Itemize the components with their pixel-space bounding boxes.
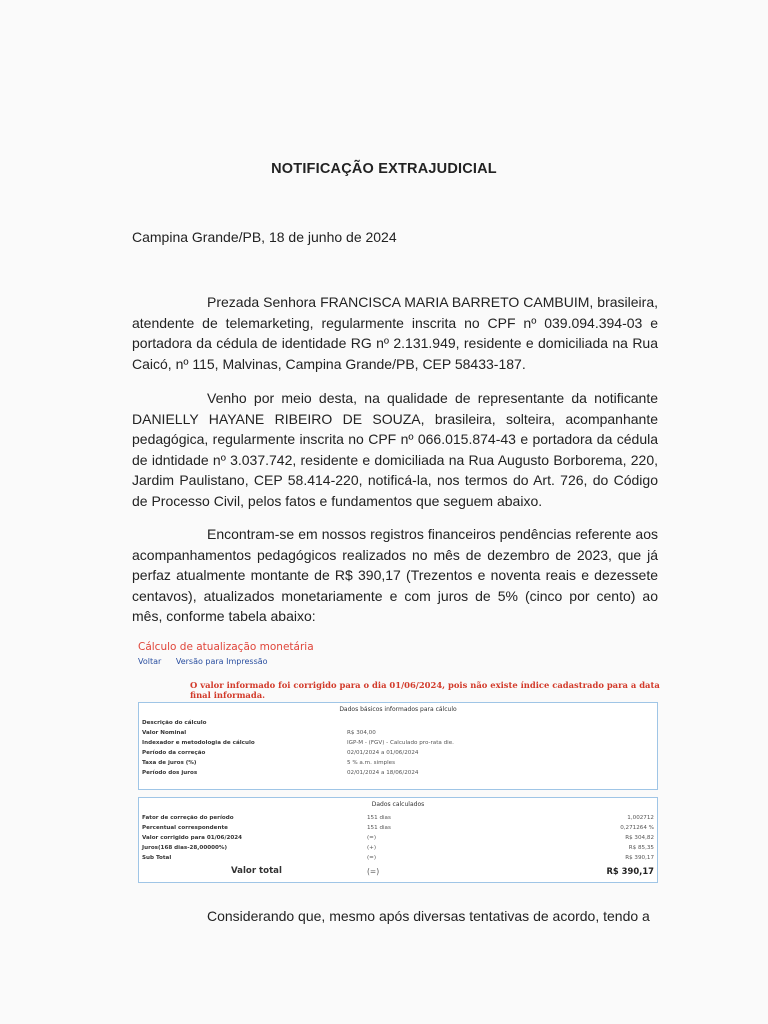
basic-data-table bbox=[138, 702, 658, 790]
total-row bbox=[139, 864, 657, 878]
paragraph-text: Considerando que, mesmo após diversas tentativas de acordo, tendo a bbox=[207, 908, 650, 924]
row-amount: R$ 304,82 bbox=[625, 835, 654, 841]
row-value: 5 % a.m. simples bbox=[347, 760, 396, 766]
table-row bbox=[139, 759, 657, 769]
table-row bbox=[139, 769, 657, 779]
calc-title: Cálculo de atualização monetária bbox=[138, 641, 314, 653]
row-operator: (+) bbox=[367, 845, 377, 851]
row-amount: 1,002712 bbox=[627, 815, 654, 821]
row-label: Descrição do cálculo bbox=[142, 720, 207, 726]
paragraph-representation bbox=[132, 388, 658, 512]
table-row bbox=[139, 719, 657, 729]
row-amount: R$ 390,17 bbox=[625, 855, 654, 861]
row-value: R$ 304,00 bbox=[347, 730, 376, 736]
row-operator: 151 dias bbox=[367, 825, 391, 831]
calc-warning: O valor informado foi corrigido para o dia 01/06/2024, pois não existe índice cadastrado para a data final informada. bbox=[190, 680, 660, 700]
row-label: Fator de correção do período bbox=[142, 815, 234, 821]
table-row bbox=[139, 824, 657, 834]
row-label: Valor corrigido para 01/06/2024 bbox=[142, 835, 243, 841]
computed-data-table bbox=[138, 797, 658, 883]
back-link[interactable]: Voltar bbox=[138, 657, 162, 666]
total-operator: (=) bbox=[367, 867, 380, 876]
paragraph-considering bbox=[132, 906, 658, 927]
calculation-screenshot bbox=[132, 636, 660, 886]
row-label: Indexador e metodologia de cálculo bbox=[142, 740, 255, 746]
row-operator: 151 dias bbox=[367, 815, 391, 821]
row-label: Percentual correspondente bbox=[142, 825, 228, 831]
row-value: 02/01/2024 a 01/06/2024 bbox=[347, 750, 419, 756]
total-label: Valor total bbox=[231, 866, 282, 876]
table-row bbox=[139, 739, 657, 749]
row-label: Período da correção bbox=[142, 750, 206, 756]
paragraph-text: Venho por meio desta, na qualidade de representante da notificante DANIELLY HAYANE RIBEIRO DE SOUZA, brasileira, solteira, acompanhante pedagógica, regularmente inscrita no CPF nº 066.015.874-43 e portadora da cédula de idntidade nº 3.037.742, residente e domiciliada na Rua Augusto Borborema, 220, Jardim Paulistano, CEP 58.414-220, notificá-la, nos termos do Art. 726, do Código de Processo Civil, pelos fatos e fundamentos que seguem abaixo. bbox=[132, 390, 658, 509]
row-label: Juros(168 dias-28,00000%) bbox=[142, 845, 228, 851]
table-row bbox=[139, 749, 657, 759]
row-label: Valor Nominal bbox=[142, 730, 187, 736]
row-amount: R$ 85,35 bbox=[628, 845, 654, 851]
document-title: NOTIFICAÇÃO EXTRAJUDICIAL bbox=[271, 161, 497, 177]
row-label: Taxa de juros (%) bbox=[142, 760, 197, 766]
row-label: Sub Total bbox=[142, 855, 172, 861]
computed-data-header: Dados calculados bbox=[371, 801, 425, 808]
paragraph-debt bbox=[132, 524, 658, 627]
row-value: 02/01/2024 a 18/06/2024 bbox=[347, 770, 419, 776]
table-row bbox=[139, 814, 657, 824]
row-label: Período dos juros bbox=[142, 770, 198, 776]
print-version-link[interactable]: Versão para Impressão bbox=[175, 657, 268, 666]
row-amount: 0,271264 % bbox=[620, 825, 654, 831]
paragraph-text: Encontram-se em nossos registros financeiros pendências referente aos acompanhamentos pedagógicos realizados no mês de dezembro de 2023, que já perfaz atualmente montante de R$ 390,17 (Trezentos e noventa reais e dezessete centavos), atualizados monetariamente e com juros de 5% (cinco por cento) ao mês, conforme tabela abaixo: bbox=[132, 526, 658, 625]
row-operator: (=) bbox=[367, 835, 377, 841]
paragraph-addressee bbox=[132, 292, 658, 374]
paragraph-text: Prezada Senhora FRANCISCA MARIA BARRETO CAMBUIM, brasileira, atendente de telemarketing, regularmente inscrita no CPF nº 039.094.394-03 e portadora da cédula de identidade RG nº 2.131.949, residente e domiciliada na Rua Caicó, nº 115, Malvinas, Campina Grande/PB, CEP 58433-187. bbox=[132, 294, 658, 372]
table-row bbox=[139, 854, 657, 864]
table-row bbox=[139, 844, 657, 854]
table-row bbox=[139, 834, 657, 844]
row-operator: (=) bbox=[367, 855, 377, 861]
table-row bbox=[139, 729, 657, 739]
date-line: Campina Grande/PB, 18 de junho de 2024 bbox=[132, 229, 397, 245]
basic-data-header: Dados básicos informados para cálculo bbox=[339, 706, 457, 713]
calc-links bbox=[138, 657, 280, 666]
total-amount: R$ 390,17 bbox=[606, 866, 654, 876]
row-value: IGP-M - (FGV) - Calculado pro-rata die. bbox=[347, 740, 454, 746]
